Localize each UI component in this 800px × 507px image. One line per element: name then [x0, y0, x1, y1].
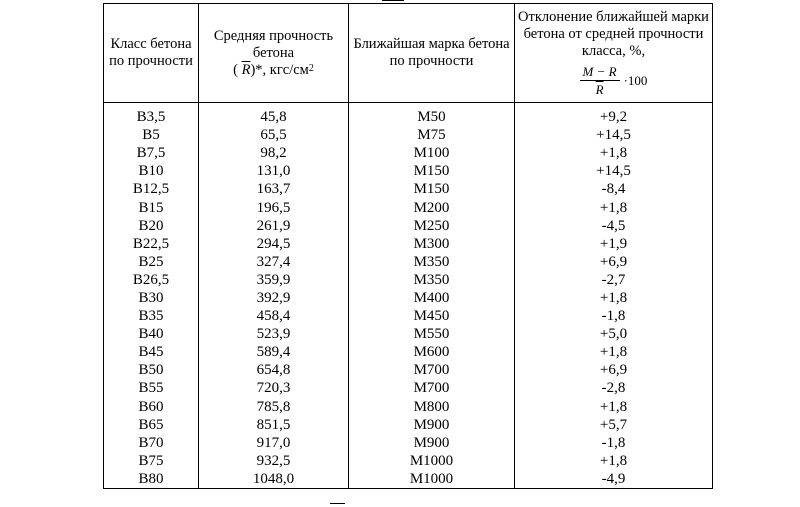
formula-fraction [580, 64, 620, 97]
cell-grade: M200 [349, 198, 515, 216]
cell-mean-strength: 720,3 [199, 379, 349, 397]
cell-mean-strength: 196,5 [199, 198, 349, 216]
cell-deviation: -4,9 [515, 470, 713, 489]
table-row [104, 343, 713, 361]
cell-grade: M350 [349, 271, 515, 289]
cell-grade: M700 [349, 361, 515, 379]
cell-deviation: +6,9 [515, 253, 713, 271]
table-row [104, 325, 713, 343]
cell-grade: M900 [349, 434, 515, 452]
cell-class: B26,5 [104, 271, 199, 289]
cell-class: B5 [104, 126, 199, 144]
cell-class: B3,5 [104, 103, 199, 127]
cell-class: B15 [104, 198, 199, 216]
table-row [104, 307, 713, 325]
cell-deviation: -1,8 [515, 307, 713, 325]
cell-grade: M50 [349, 103, 515, 127]
cell-grade: M300 [349, 235, 515, 253]
header-class [104, 4, 199, 103]
cell-class: B12,5 [104, 180, 199, 198]
header-nearest-grade [349, 4, 515, 103]
header-mean-strength [199, 4, 349, 103]
cell-class: B35 [104, 307, 199, 325]
cell-mean-strength: 458,4 [199, 307, 349, 325]
cell-deviation: +1,8 [515, 289, 713, 307]
header-deviation [515, 4, 713, 103]
page-fragment-bottom [330, 503, 345, 504]
cell-class: B70 [104, 434, 199, 452]
cell-class: B55 [104, 379, 199, 397]
cell-deviation: -4,5 [515, 217, 713, 235]
cell-deviation: +1,8 [515, 398, 713, 416]
cell-grade: M700 [349, 379, 515, 397]
table-row [104, 361, 713, 379]
cell-class: B80 [104, 470, 199, 489]
cell-grade: M400 [349, 289, 515, 307]
formula-numerator: M − R [580, 64, 620, 81]
table-row [104, 103, 713, 127]
cell-mean-strength: 261,9 [199, 217, 349, 235]
cell-grade: M1000 [349, 452, 515, 470]
cell-mean-strength: 294,5 [199, 235, 349, 253]
cell-grade: M150 [349, 180, 515, 198]
header-mean-strength-label: Средняя прочность бетона [213, 27, 334, 61]
cell-deviation: +6,9 [515, 361, 713, 379]
cell-mean-strength: 589,4 [199, 343, 349, 361]
cell-grade: M600 [349, 343, 515, 361]
table-row [104, 180, 713, 198]
table-row [104, 470, 713, 489]
table-row [104, 398, 713, 416]
formula-multiplier: ·100 [623, 73, 648, 88]
cell-deviation: +1,8 [515, 198, 713, 216]
table-row [104, 452, 713, 470]
cell-grade: M150 [349, 162, 515, 180]
cell-mean-strength: 654,8 [199, 361, 349, 379]
cell-mean-strength: 851,5 [199, 416, 349, 434]
cell-grade: M350 [349, 253, 515, 271]
cell-deviation: +1,9 [515, 235, 713, 253]
header-units: )*, кгс/см [250, 61, 309, 78]
header-r-symbol: $\overline{R}$ [241, 61, 251, 78]
table-row [104, 198, 713, 216]
table-row [104, 144, 713, 162]
table-row [104, 217, 713, 235]
table-row [104, 126, 713, 144]
cell-mean-strength: 45,8 [199, 103, 349, 127]
cell-class: B20 [104, 217, 199, 235]
cell-mean-strength: 65,5 [199, 126, 349, 144]
cell-mean-strength: 98,2 [199, 144, 349, 162]
cell-mean-strength: 1048,0 [199, 470, 349, 489]
cell-mean-strength: 917,0 [199, 434, 349, 452]
cell-deviation: -2,8 [515, 379, 713, 397]
cell-mean-strength: 131,0 [199, 162, 349, 180]
cell-class: B10 [104, 162, 199, 180]
table-row [104, 289, 713, 307]
cell-deviation: +1,8 [515, 144, 713, 162]
table-row [104, 235, 713, 253]
header-open-paren: ( [233, 61, 238, 78]
header-units-exponent: 2 [308, 62, 314, 74]
cell-deviation: -2,7 [515, 271, 713, 289]
table-row [104, 379, 713, 397]
cell-mean-strength: 523,9 [199, 325, 349, 343]
cell-grade: M900 [349, 416, 515, 434]
cell-class: B7,5 [104, 144, 199, 162]
cell-mean-strength: 392,9 [199, 289, 349, 307]
cell-grade: M75 [349, 126, 515, 144]
table-row [104, 434, 713, 452]
table-row [104, 416, 713, 434]
cell-mean-strength: 163,7 [199, 180, 349, 198]
table-row [104, 271, 713, 289]
cell-mean-strength: 932,5 [199, 452, 349, 470]
deviation-formula [580, 64, 648, 97]
cell-grade: M1000 [349, 470, 515, 489]
formula-denominator: R [595, 82, 604, 97]
cell-mean-strength: 359,9 [199, 271, 349, 289]
cell-class: B45 [104, 343, 199, 361]
cell-class: B50 [104, 361, 199, 379]
cell-class: B40 [104, 325, 199, 343]
cell-grade: M550 [349, 325, 515, 343]
cell-grade: M100 [349, 144, 515, 162]
cell-mean-strength: 785,8 [199, 398, 349, 416]
cell-deviation: +1,8 [515, 452, 713, 470]
cell-grade: M250 [349, 217, 515, 235]
table-header-row [104, 4, 713, 103]
cell-deviation: +9,2 [515, 103, 713, 127]
cell-class: B25 [104, 253, 199, 271]
cell-mean-strength: 327,4 [199, 253, 349, 271]
cell-deviation: +5,0 [515, 325, 713, 343]
header-nearest-grade-label: Ближайшая марка бетона по прочности [353, 36, 510, 69]
cell-grade: M450 [349, 307, 515, 325]
cell-class: B65 [104, 416, 199, 434]
cell-deviation: +14,5 [515, 126, 713, 144]
cell-deviation: -1,8 [515, 434, 713, 452]
cell-class: B60 [104, 398, 199, 416]
concrete-strength-table [103, 3, 713, 489]
header-class-label: Класс бетона по прочности [109, 36, 193, 69]
cell-class: B75 [104, 452, 199, 470]
cell-deviation: +5,7 [515, 416, 713, 434]
cell-class: B22,5 [104, 235, 199, 253]
cell-deviation: +1,8 [515, 343, 713, 361]
table-row [104, 253, 713, 271]
header-deviation-label: Отклонение ближайшей марки бетона от средней прочности класса, %, [518, 9, 709, 59]
cell-deviation: +14,5 [515, 162, 713, 180]
cell-grade: M800 [349, 398, 515, 416]
cell-class: B30 [104, 289, 199, 307]
table-row [104, 162, 713, 180]
cell-deviation: -8,4 [515, 180, 713, 198]
